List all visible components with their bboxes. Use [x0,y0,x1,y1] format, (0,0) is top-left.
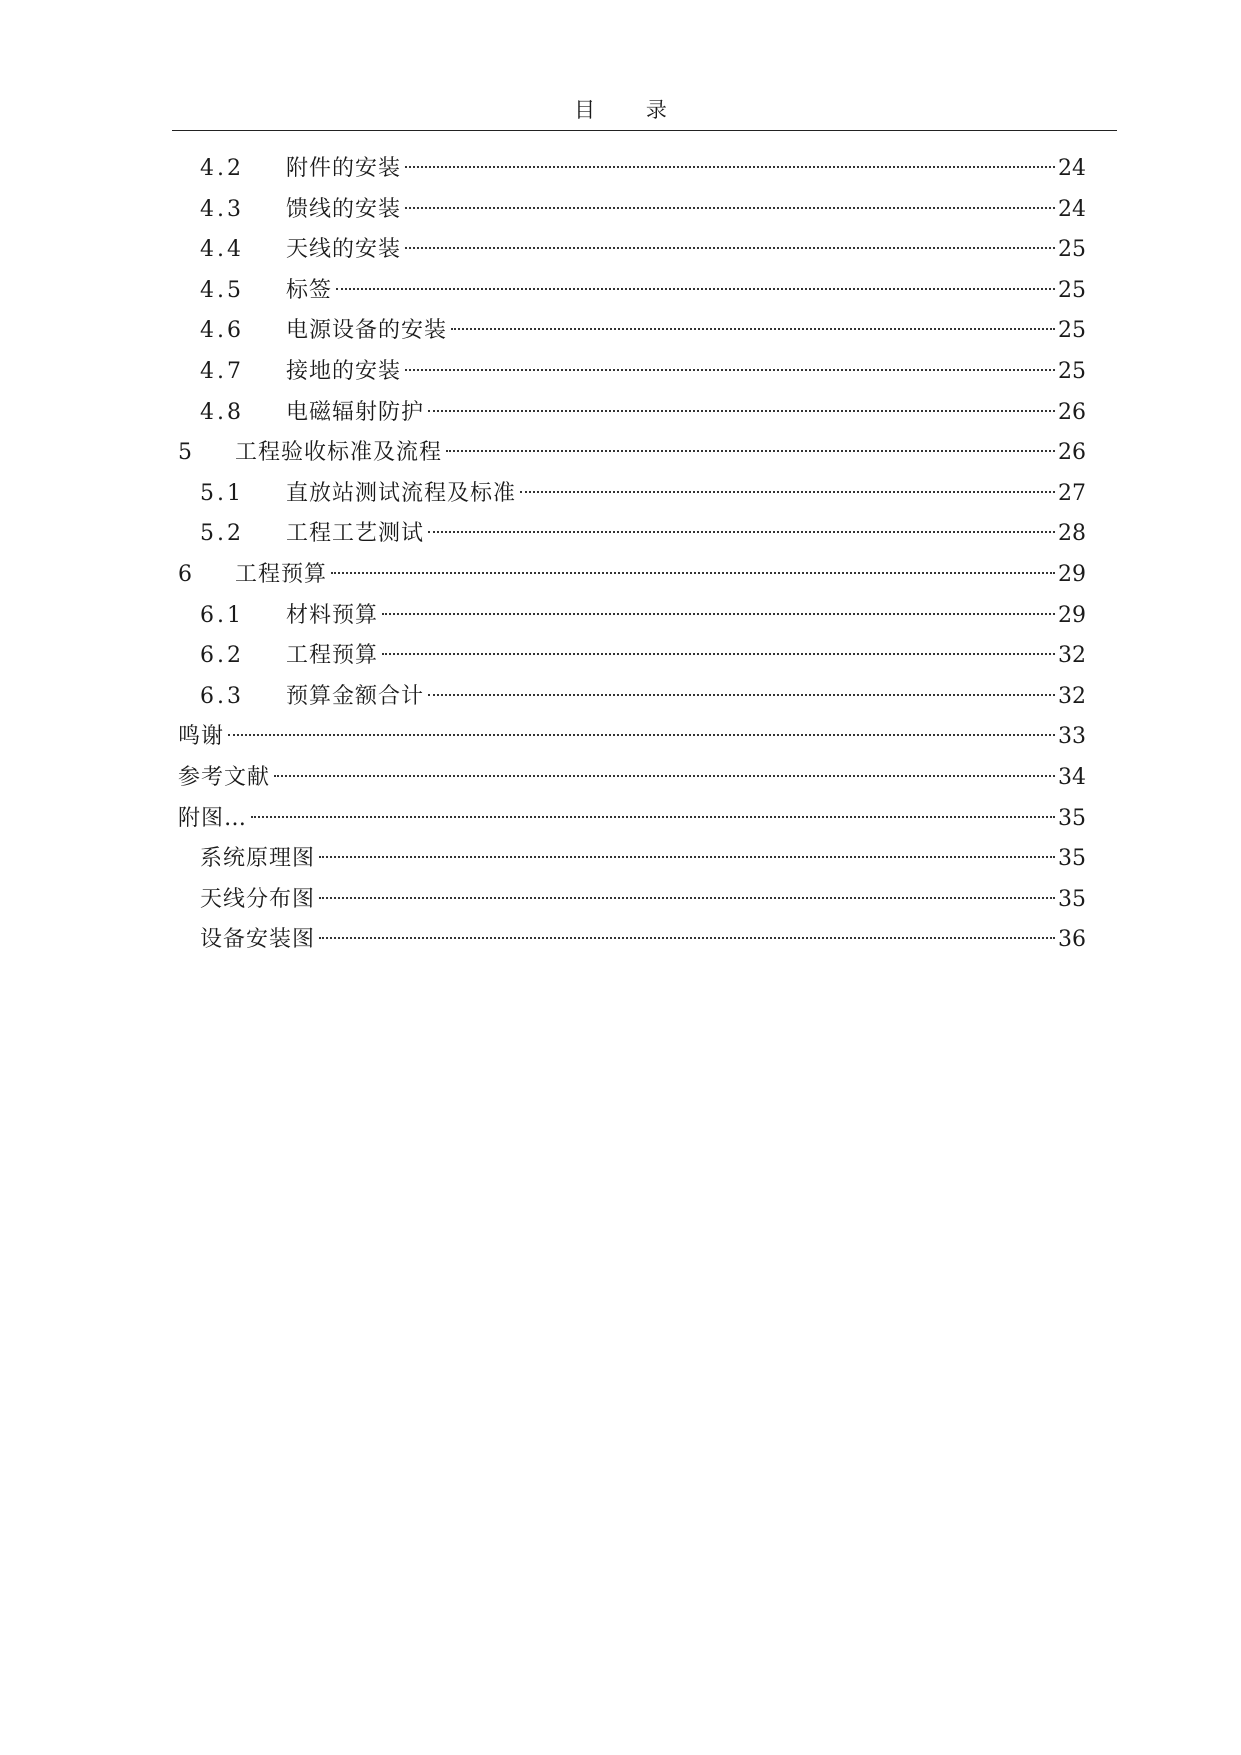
toc-entry[interactable] [178,636,1086,677]
toc-dot-leader [319,856,1055,858]
toc-entry[interactable] [178,596,1086,637]
toc-dot-leader [382,613,1055,615]
toc-entry[interactable] [178,149,1086,190]
toc-entry[interactable] [178,514,1086,555]
toc-entry-title: 附图… [178,805,248,831]
toc-entry-title: 天线的安装 [286,237,402,263]
toc-entry-page-number: 35 [1058,805,1086,831]
toc-entry[interactable] [178,799,1086,840]
toc-entry-number: 6.1 [200,602,244,628]
toc-entry-page-number: 24 [1058,196,1086,222]
toc-entry-number: 5.1 [200,480,244,506]
toc-entry-title: 系统原理图 [200,846,316,872]
toc-entry-page-number: 34 [1058,764,1086,790]
toc-dot-leader [520,491,1055,493]
toc-entry[interactable] [178,880,1086,921]
toc-entry-page-number: 32 [1058,683,1086,709]
toc-dot-leader [428,694,1055,696]
toc-dot-leader [405,166,1055,168]
toc-entry[interactable] [178,474,1086,515]
toc-entry-title: 工程工艺测试 [286,521,425,547]
toc-entry-number: 5 [178,440,195,466]
toc-entry-page-number: 25 [1058,358,1086,384]
toc-entry[interactable] [178,433,1086,474]
toc-dot-leader [319,937,1055,939]
toc-entry-title: 鸣谢 [178,724,225,750]
toc-entry[interactable] [178,230,1086,271]
toc-entry-page-number: 24 [1058,156,1086,181]
toc-entry-page-number: 26 [1058,440,1086,466]
toc-entry-title: 材料预算 [286,602,379,628]
toc-entry-page-number: 25 [1058,277,1086,303]
toc-entry-page-number: 25 [1058,237,1086,263]
toc-dot-leader [405,247,1055,249]
toc-entry-title: 设备安装图 [200,927,316,953]
toc-entry-title: 电磁辐射防护 [286,399,425,425]
toc-entry-page-number: 35 [1058,886,1086,912]
toc-entry-page-number: 29 [1058,602,1086,628]
toc-entry-title: 工程预算 [235,561,328,587]
toc-entry-number: 4.6 [200,318,244,344]
table-of-contents [178,149,1086,961]
toc-entry-title: 工程验收标准及流程 [235,440,443,466]
toc-dot-leader [428,531,1055,533]
toc-entry-title: 接地的安装 [286,358,402,384]
toc-entry-page-number: 32 [1058,643,1086,669]
toc-dot-leader [228,734,1055,736]
toc-entry-title: 附件的安装 [286,156,402,181]
toc-entry[interactable] [178,839,1086,880]
toc-entry-number: 4.8 [200,399,244,425]
toc-entry-title: 预算金额合计 [286,683,425,709]
toc-entry-number: 6 [178,561,195,587]
toc-entry[interactable] [178,271,1086,312]
toc-dot-leader [251,816,1055,818]
toc-entry-number: 5.2 [200,521,244,547]
toc-dot-leader [405,207,1055,209]
toc-entry-number: 4.4 [200,237,244,263]
toc-entry[interactable] [178,920,1086,961]
toc-entry[interactable] [178,677,1086,718]
toc-entry-number: 6.3 [200,683,244,709]
toc-entry[interactable] [178,555,1086,596]
toc-entry-title: 标签 [286,277,333,303]
toc-dot-leader [382,653,1055,655]
toc-dot-leader [428,410,1055,412]
toc-entry-title: 参考文献 [178,764,271,790]
toc-entry-title: 天线分布图 [200,886,316,912]
toc-entry-page-number: 26 [1058,399,1086,425]
toc-entry-number: 6.2 [200,643,244,669]
toc-entry[interactable] [178,311,1086,352]
toc-entry-page-number: 36 [1058,927,1086,953]
toc-entry[interactable] [178,717,1086,758]
toc-dot-leader [405,369,1055,371]
toc-dot-leader [451,328,1055,330]
toc-entry[interactable] [178,393,1086,434]
toc-entry-page-number: 25 [1058,318,1086,344]
toc-dot-leader [319,897,1055,899]
toc-dot-leader [446,450,1055,452]
toc-dot-leader [331,572,1055,574]
toc-entry-page-number: 27 [1058,480,1086,506]
toc-entry[interactable] [178,352,1086,393]
toc-entry-page-number: 29 [1058,561,1086,587]
toc-entry-number: 4.3 [200,196,244,222]
toc-entry-title: 馈线的安装 [286,196,402,222]
toc-entry-number: 4.2 [200,156,244,181]
toc-entry-number: 4.5 [200,277,244,303]
toc-dot-leader [274,775,1055,777]
toc-entry-page-number: 33 [1058,724,1086,750]
toc-entry[interactable] [178,758,1086,799]
toc-entry-number: 4.7 [200,358,244,384]
toc-entry-title: 工程预算 [286,643,379,669]
toc-entry-title: 电源设备的安装 [286,318,448,344]
toc-entry-title: 直放站测试流程及标准 [286,480,517,506]
toc-dot-leader [336,288,1055,290]
toc-entry[interactable] [178,190,1086,231]
toc-entry-page-number: 35 [1058,846,1086,872]
header-divider [172,130,1117,131]
page-title: 目 录 [574,98,689,122]
toc-entry-page-number: 28 [1058,521,1086,547]
